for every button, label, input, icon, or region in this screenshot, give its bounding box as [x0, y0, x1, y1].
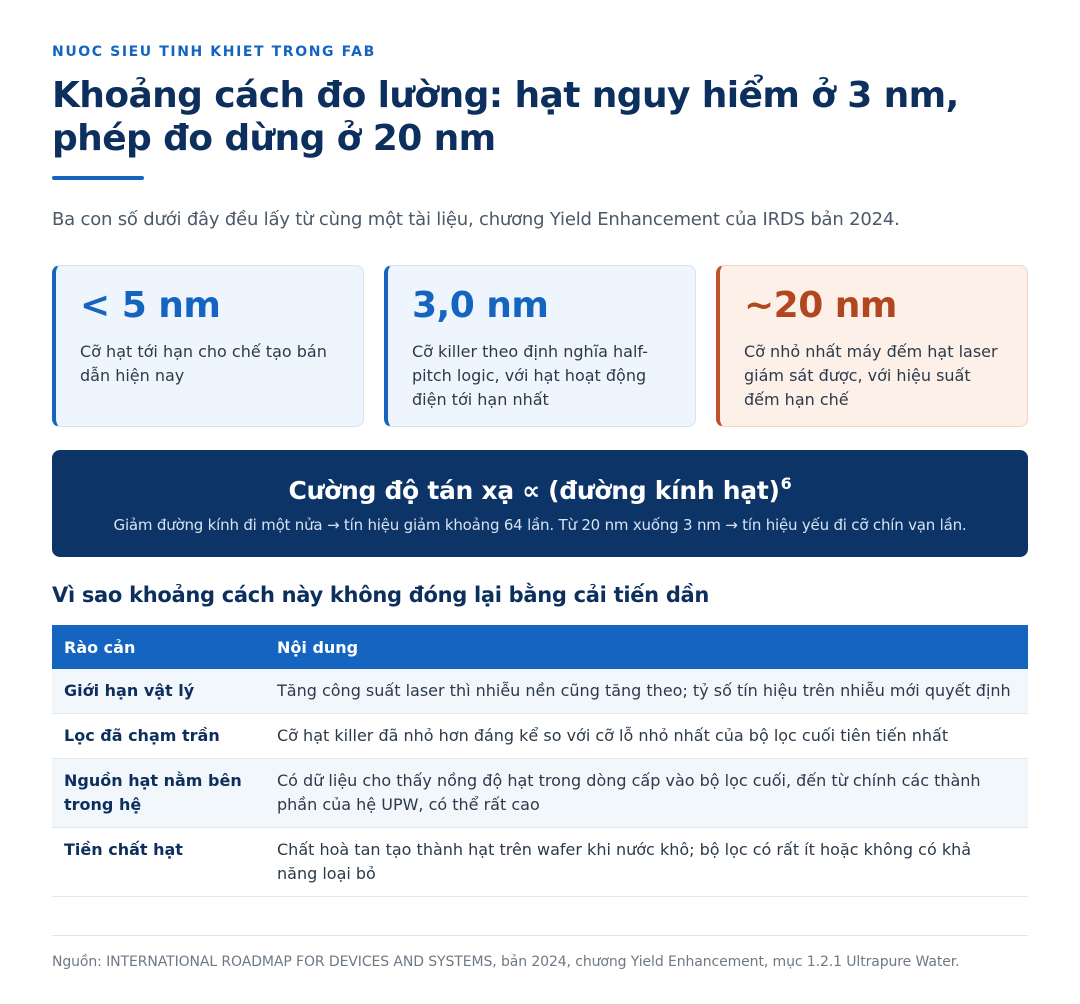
formula-exponent: 6: [780, 474, 792, 493]
stat-value: 3,0 nm: [412, 285, 549, 326]
barrier-cell: Tiền chất hạt: [52, 828, 265, 897]
stat-card-critical-size: [52, 265, 364, 427]
eyebrow-label: NUOC SIEU TINH KHIET TRONG FAB: [52, 44, 376, 60]
formula-banner: [52, 450, 1028, 557]
stat-description: Cỡ killer theo định nghĩa half-pitch logic, với hạt hoạt động điện tới hạn nhất: [412, 342, 648, 409]
formula-title: [52, 474, 1028, 505]
content-cell: Chất hoà tan tạo thành hạt trên wafer khi nước khô; bộ lọc có rất ít hoặc không có khả năng loại bỏ: [265, 828, 1028, 897]
column-header-content: Nội dung: [265, 625, 1028, 669]
barrier-cell: Giới hạn vật lý: [52, 669, 265, 714]
content-cell: Tăng công suất laser thì nhiễu nền cũng tăng theo; tỷ số tín hiệu trên nhiễu mới quyết định: [265, 669, 1028, 714]
section-heading: Vì sao khoảng cách này không đóng lại bằng cải tiến dần: [52, 583, 710, 607]
page-title: Khoảng cách đo lường: hạt nguy hiểm ở 3 nm, phép đo dừng ở 20 nm: [52, 75, 959, 159]
content-cell: Cỡ hạt killer đã nhỏ hơn đáng kể so với cỡ lỗ nhỏ nhất của bộ lọc cuối tiên tiến nhất: [265, 714, 1028, 759]
table-row: [52, 669, 1028, 714]
title-underline: [52, 176, 144, 180]
barrier-cell: Nguồn hạt nằm bên trong hệ: [52, 759, 265, 828]
barriers-table: [52, 625, 1028, 897]
intro-text: Ba con số dưới đây đều lấy từ cùng một tài liệu, chương Yield Enhancement của IRDS bản 2024.: [52, 209, 900, 230]
table-row: [52, 759, 1028, 828]
barrier-cell: Lọc đã chạm trần: [52, 714, 265, 759]
table-header-row: [52, 625, 1028, 669]
stat-description: Cỡ hạt tới hạn cho chế tạo bán dẫn hiện nay: [80, 342, 327, 385]
stat-value: ~20 nm: [744, 285, 897, 326]
stat-description: Cỡ nhỏ nhất máy đếm hạt laser giám sát được, với hiệu suất đếm hạn chế: [744, 342, 998, 409]
stat-value: < 5 nm: [80, 285, 221, 326]
stat-card-counter-limit: [716, 265, 1028, 427]
table-row: [52, 828, 1028, 897]
stat-card-killer-size: [384, 265, 696, 427]
formula-subtitle: Giảm đường kính đi một nửa → tín hiệu giảm khoảng 64 lần. Từ 20 nm xuống 3 nm → tín hiệu yếu đi cỡ chín vạn lần.: [113, 516, 967, 534]
table-row: [52, 714, 1028, 759]
column-header-barrier: Rào cản: [52, 625, 265, 669]
footer-divider: [52, 935, 1028, 936]
source-note: Nguồn: INTERNATIONAL ROADMAP FOR DEVICES AND SYSTEMS, bản 2024, chương Yield Enhancement, mục 1.2.1 Ultrapure Water.: [52, 954, 960, 970]
formula-text: Cường độ tán xạ ∝ (đường kính hạt): [288, 476, 780, 505]
content-cell: Có dữ liệu cho thấy nồng độ hạt trong dòng cấp vào bộ lọc cuối, đến từ chính các thành phần của hệ UPW, có thể rất cao: [265, 759, 1028, 828]
stat-cards: [52, 265, 1028, 427]
